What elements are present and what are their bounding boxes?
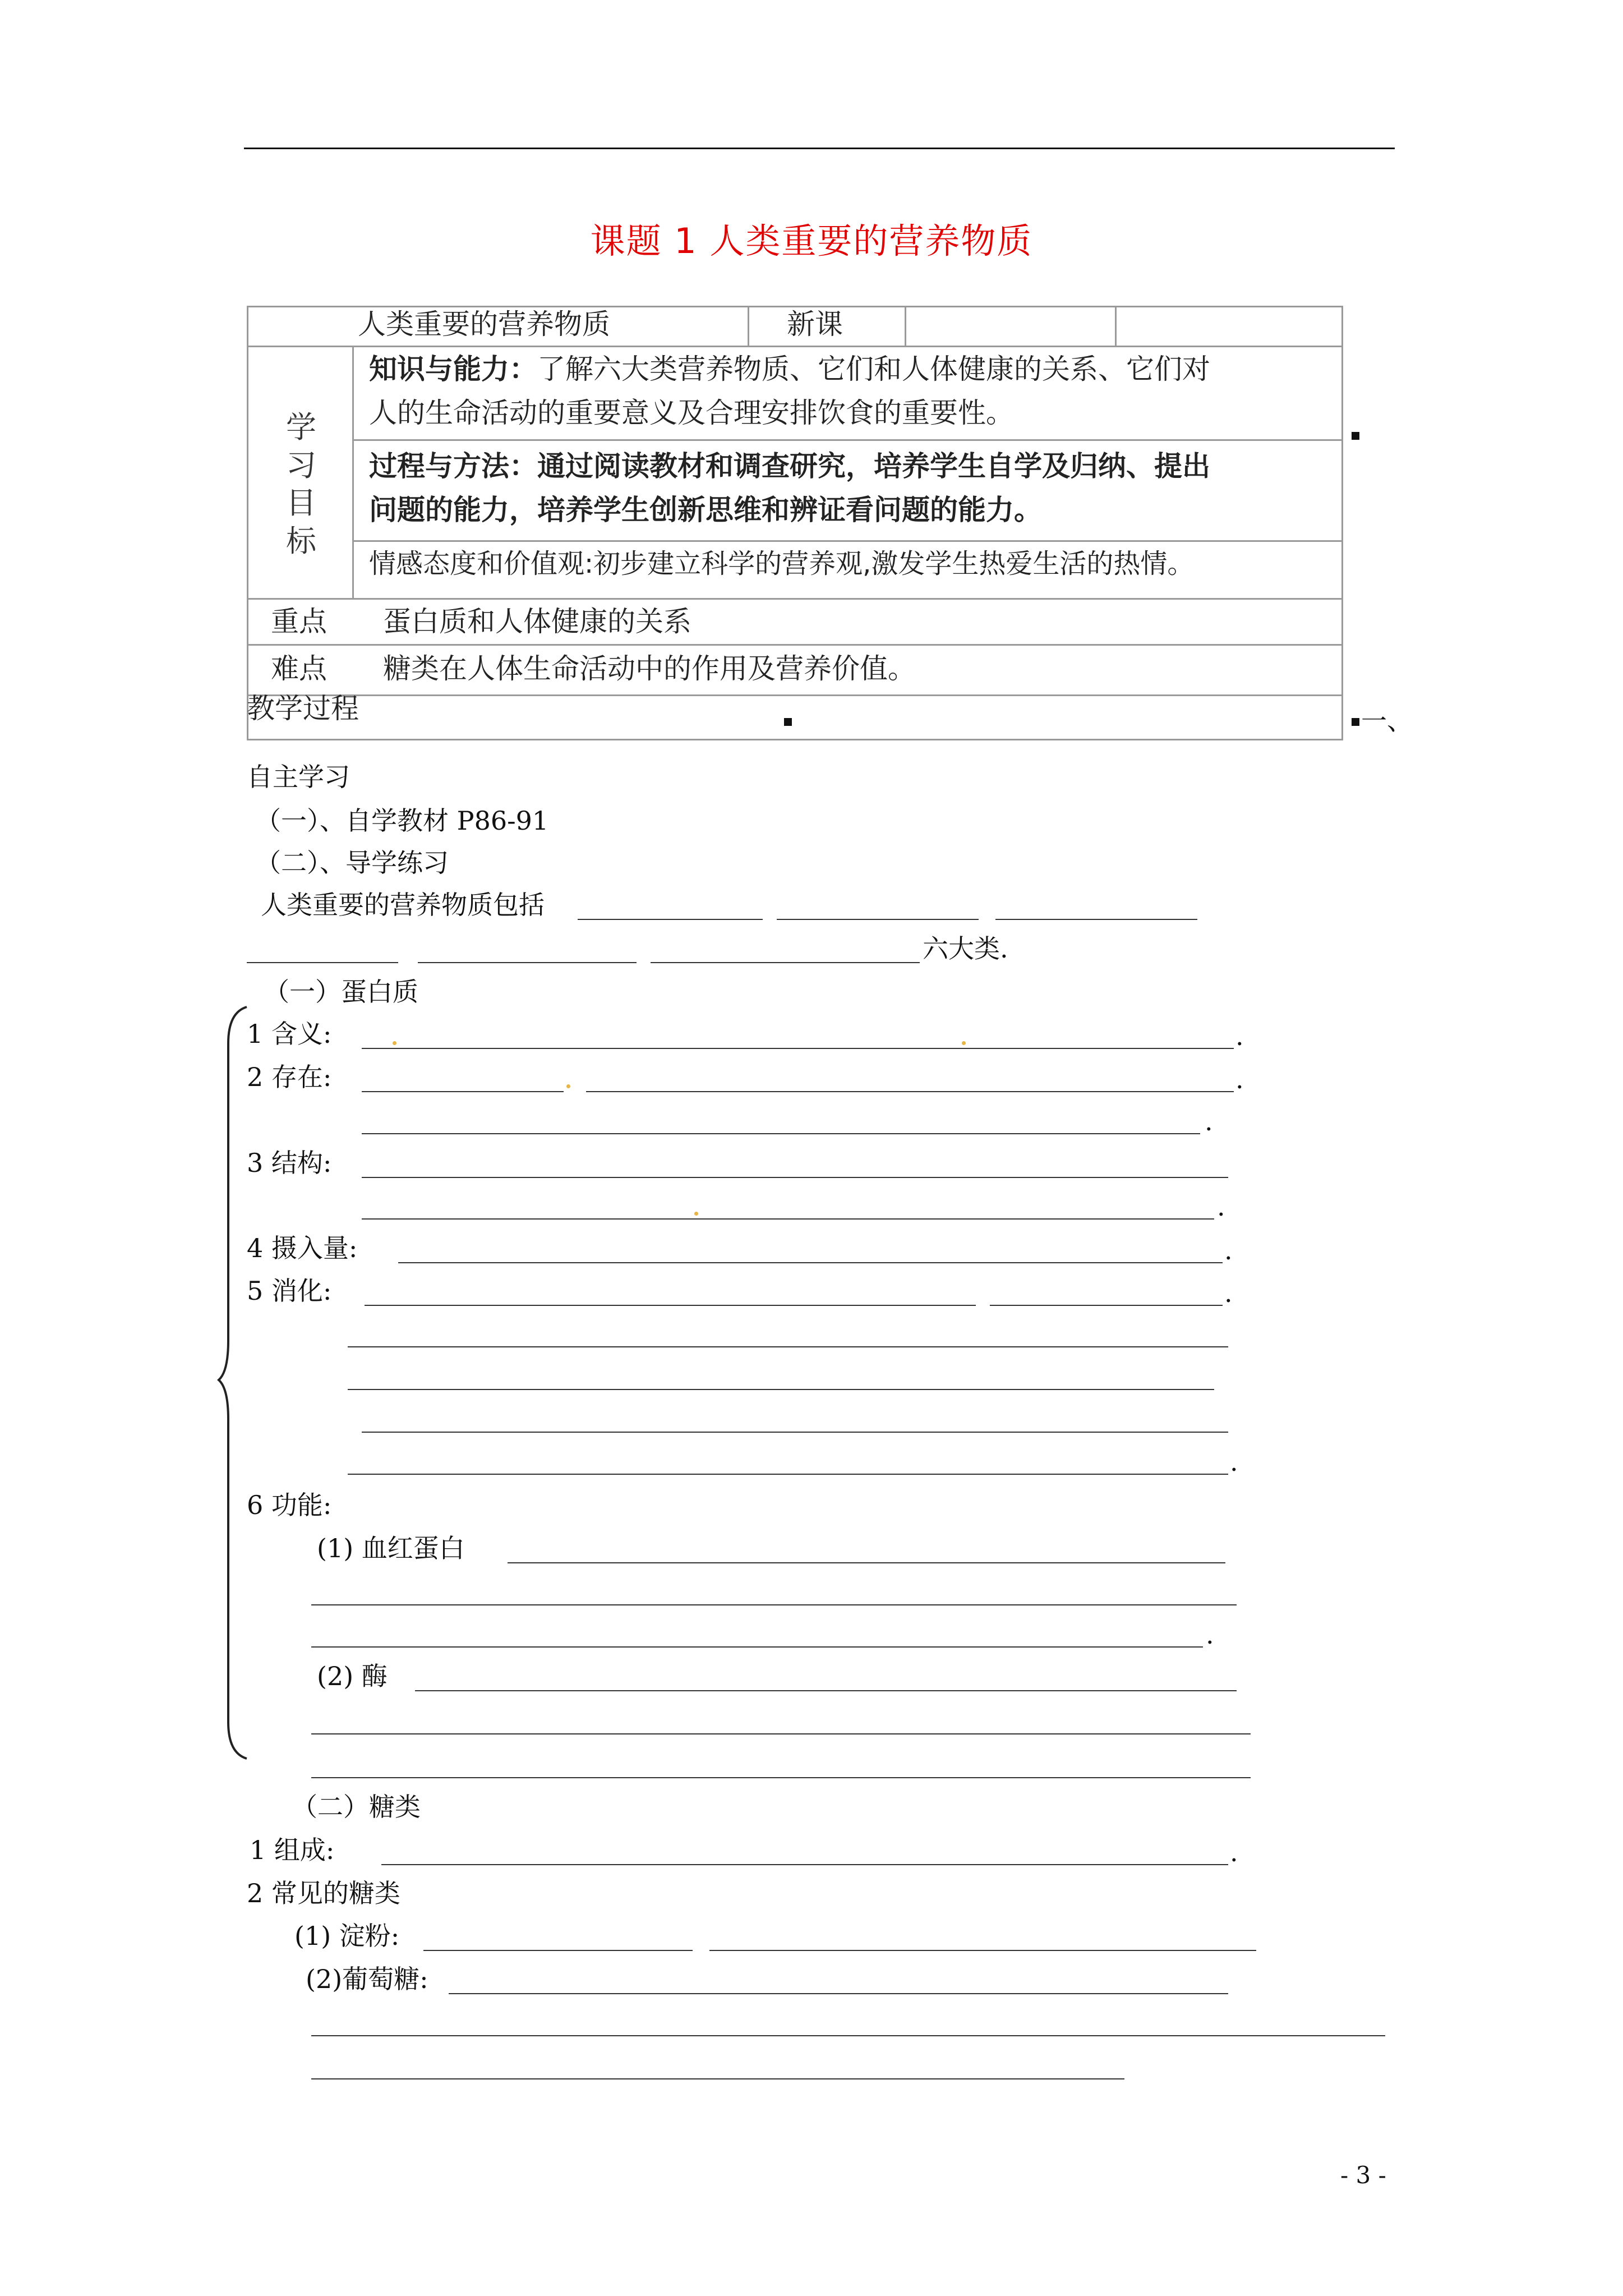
table-line	[905, 307, 906, 346]
sub-heading-2: （二）、导学练习	[255, 848, 449, 878]
page-number: - 3 -	[1340, 2161, 1386, 2189]
answer-blank[interactable]	[449, 1993, 1228, 1994]
period: .	[1206, 1619, 1214, 1650]
protein-item-1: 1 含义:	[247, 1019, 332, 1049]
process-label: 教学过程	[247, 692, 359, 725]
answer-blank[interactable]	[362, 1432, 1228, 1433]
answer-blank[interactable]	[311, 2078, 1124, 2079]
goal-knowledge	[369, 348, 1334, 435]
ink-speck	[962, 1041, 966, 1045]
period: .	[1205, 1106, 1213, 1137]
answer-blank[interactable]	[423, 1950, 693, 1951]
table-line	[248, 694, 1342, 696]
section-one-title: 自主学习	[247, 762, 350, 792]
sugar-item-2: 2 常见的糖类	[247, 1878, 400, 1908]
answer-blank[interactable]	[311, 1604, 1237, 1605]
sugar-item-1: 1 组成:	[250, 1835, 335, 1865]
protein-item-3: 3 结构:	[247, 1148, 332, 1178]
difficult-text: 糖类在人体生命活动中的作用及营养价值。	[383, 652, 916, 685]
period: .	[1230, 1837, 1238, 1867]
goal-knowledge-lead: 知识与能力：	[369, 353, 537, 385]
answer-blank[interactable]	[311, 1646, 1203, 1648]
header-rule	[244, 148, 1395, 149]
key-label: 重点	[271, 605, 327, 638]
table-line	[248, 598, 1342, 600]
answer-blank[interactable]	[247, 962, 398, 963]
answer-blank[interactable]	[362, 1048, 1234, 1049]
function-enzyme: (2) 酶	[317, 1661, 388, 1691]
answer-blank[interactable]	[311, 1777, 1251, 1778]
difficult-label: 难点	[271, 652, 327, 685]
lesson-info-table	[247, 306, 1343, 740]
period: .	[1230, 1447, 1238, 1477]
answer-blank[interactable]	[381, 1864, 1228, 1865]
period: .	[1217, 1191, 1225, 1222]
sugar-heading: （二）糖类	[292, 1792, 421, 1822]
answer-blank[interactable]	[362, 1133, 1200, 1134]
goals-label: 学习目标	[286, 409, 316, 559]
marker-square	[1352, 432, 1359, 440]
answer-blank[interactable]	[398, 1262, 1223, 1263]
sugar-starch: (1) 淀粉:	[294, 1921, 400, 1951]
type-cell: 新课	[787, 308, 843, 341]
answer-blank[interactable]	[362, 1218, 1214, 1220]
answer-blank[interactable]	[415, 1690, 1237, 1691]
period: .	[1224, 1278, 1233, 1308]
goal-emotion: 情感态度和价值观:初步建立科学的营养观,激发学生热爱生活的热情。	[369, 548, 1195, 579]
marker-square	[784, 718, 792, 726]
page-title: 课题 1 人类重要的营养物质	[590, 220, 1033, 261]
answer-blank[interactable]	[365, 1305, 976, 1306]
marker-square	[1352, 718, 1359, 726]
six-classes-text: 六大类.	[923, 933, 1008, 964]
table-line	[352, 346, 354, 598]
topic-cell: 人类重要的营养物质	[358, 308, 610, 341]
answer-blank[interactable]	[418, 962, 637, 963]
table-line	[748, 307, 749, 346]
protein-item-2: 2 存在:	[247, 1062, 332, 1092]
table-line	[248, 644, 1342, 646]
sub-heading-1: （一）、自学教材 P86-91	[255, 806, 549, 836]
answer-blank[interactable]	[362, 1177, 1228, 1178]
key-text: 蛋白质和人体健康的关系	[383, 605, 691, 638]
answer-blank[interactable]	[311, 1733, 1251, 1734]
answer-blank[interactable]	[990, 1305, 1223, 1306]
answer-blank[interactable]	[348, 1389, 1214, 1390]
goal-process-line1: 过程与方法：通过阅读教材和调查研究，培养学生自学及归纳、提出	[369, 450, 1210, 482]
function-hemoglobin: (1) 血红蛋白	[317, 1533, 465, 1563]
ink-speck	[694, 1212, 698, 1216]
answer-blank[interactable]	[709, 1950, 1256, 1951]
answer-blank[interactable]	[578, 919, 763, 920]
intro-text: 人类重要的营养物质包括	[261, 890, 545, 920]
answer-blank[interactable]	[651, 962, 920, 963]
ink-speck	[566, 1084, 570, 1088]
answer-blank[interactable]	[586, 1091, 1234, 1092]
protein-item-6: 6 功能:	[247, 1490, 332, 1520]
period: .	[1235, 1064, 1244, 1094]
answer-blank[interactable]	[311, 2035, 1385, 2036]
answer-blank[interactable]	[362, 1091, 564, 1092]
ink-speck	[393, 1041, 396, 1045]
table-line	[1115, 307, 1117, 346]
protein-item-4: 4 摄入量:	[247, 1233, 358, 1263]
answer-blank[interactable]	[508, 1562, 1225, 1563]
goal-knowledge-line1: 了解六大类营养物质、它们和人体健康的关系、它们对	[537, 353, 1210, 385]
answer-blank[interactable]	[348, 1346, 1228, 1347]
goal-process	[369, 445, 1334, 532]
protein-heading: （一）蛋白质	[264, 977, 418, 1007]
curly-brace-icon	[216, 1004, 250, 1761]
section-one-mark: 一、	[1361, 706, 1413, 736]
goal-process-line2: 问题的能力，培养学生创新思维和辨证看问题的能力。	[369, 493, 1042, 526]
sugar-glucose: (2)葡萄糖:	[306, 1964, 428, 1994]
table-line	[352, 439, 1342, 441]
answer-blank[interactable]	[777, 919, 979, 920]
answer-blank[interactable]	[995, 919, 1197, 920]
answer-blank[interactable]	[348, 1474, 1228, 1475]
period: .	[1235, 1021, 1244, 1051]
period: .	[1224, 1235, 1233, 1266]
protein-item-5: 5 消化:	[247, 1276, 332, 1306]
table-line	[352, 540, 1342, 542]
goal-knowledge-line2: 人的生命活动的重要意义及合理安排饮食的重要性。	[369, 396, 1014, 429]
